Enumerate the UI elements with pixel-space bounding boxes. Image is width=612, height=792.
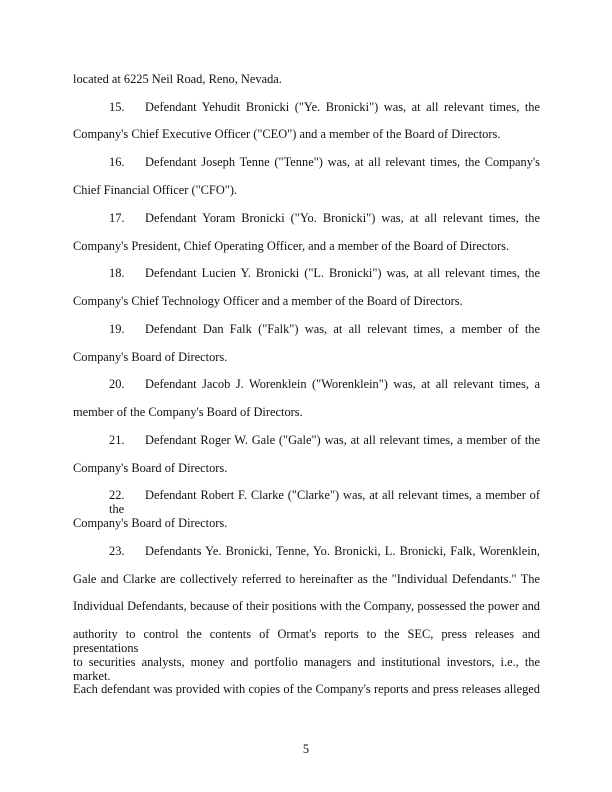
paragraph-21-first-line (109, 433, 540, 447)
text-line: Company's Chief Technology Officer and a member of the Board of Directors. (73, 294, 463, 308)
paragraph-number: 22. (109, 488, 125, 502)
text-line: Gale and Clarke are collectively referred to hereinafter as the "Individual Defendants." The (73, 572, 540, 586)
text-line: Defendant Robert F. Clarke ("Clarke") was, at all relevant times, a member of the (109, 488, 540, 516)
text-line: authority to control the contents of Ormat's reports to the SEC, press releases and presentations (73, 627, 540, 655)
text-line: Defendant Roger W. Gale ("Gale") was, at all relevant times, a member of the (145, 433, 540, 447)
paragraph-number: 20. (109, 377, 125, 391)
text-line: to securities analysts, money and portfolio managers and institutional investors, i.e., the market. (73, 655, 540, 683)
text-line: Defendant Jacob J. Worenklein ("Worenklein") was, at all relevant times, a (145, 377, 540, 391)
text-line: Each defendant was provided with copies of the Company's reports and press releases alleged (73, 682, 540, 696)
paragraph-23-first-line (109, 544, 540, 558)
text-line: Company's President, Chief Operating Officer, and a member of the Board of Directors. (73, 239, 510, 253)
paragraph-17-first-line (109, 211, 540, 225)
text-line: Defendants Ye. Bronicki, Tenne, Yo. Bronicki, L. Bronicki, Falk, Worenklein, (145, 544, 540, 558)
text-line: Defendant Dan Falk ("Falk") was, at all relevant times, a member of the (145, 322, 540, 336)
paragraph-number: 23. (109, 544, 125, 558)
text-line: Chief Financial Officer ("CFO"). (73, 183, 238, 197)
paragraph-number: 18. (109, 266, 125, 280)
text-line: Defendant Joseph Tenne ("Tenne") was, at all relevant times, the Company's (145, 155, 540, 169)
text-line: Company's Board of Directors. (73, 461, 228, 475)
text-line: Defendant Lucien Y. Bronicki ("L. Bronicki") was, at all relevant times, the (145, 266, 540, 280)
paragraph-15-first-line (109, 100, 540, 114)
text-line: Individual Defendants, because of their positions with the Company, possessed the power and (73, 599, 540, 613)
page-number: 5 (302, 742, 310, 756)
text-line: Company's Chief Executive Officer ("CEO") and a member of the Board of Directors. (73, 127, 501, 141)
paragraph-number: 16. (109, 155, 125, 169)
text-line: Defendant Yehudit Bronicki ("Ye. Bronicki") was, at all relevant times, the (145, 100, 540, 114)
text-line: member of the Company's Board of Directors. (73, 405, 303, 419)
text-line: Company's Board of Directors. (73, 350, 228, 364)
paragraph-20-first-line (109, 377, 540, 391)
paragraph-number: 21. (109, 433, 125, 447)
text-line: located at 6225 Neil Road, Reno, Nevada. (73, 72, 282, 86)
paragraph-19-first-line (109, 322, 540, 336)
paragraph-number: 17. (109, 211, 125, 225)
paragraph-16-first-line (109, 155, 540, 169)
paragraph-number: 19. (109, 322, 125, 336)
paragraph-number: 15. (109, 100, 125, 114)
paragraph-22-first-line (109, 488, 540, 516)
text-line: Company's Board of Directors. (73, 516, 228, 530)
text-line: Defendant Yoram Bronicki ("Yo. Bronicki") was, at all relevant times, the (145, 211, 540, 225)
paragraph-18-first-line (109, 266, 540, 280)
